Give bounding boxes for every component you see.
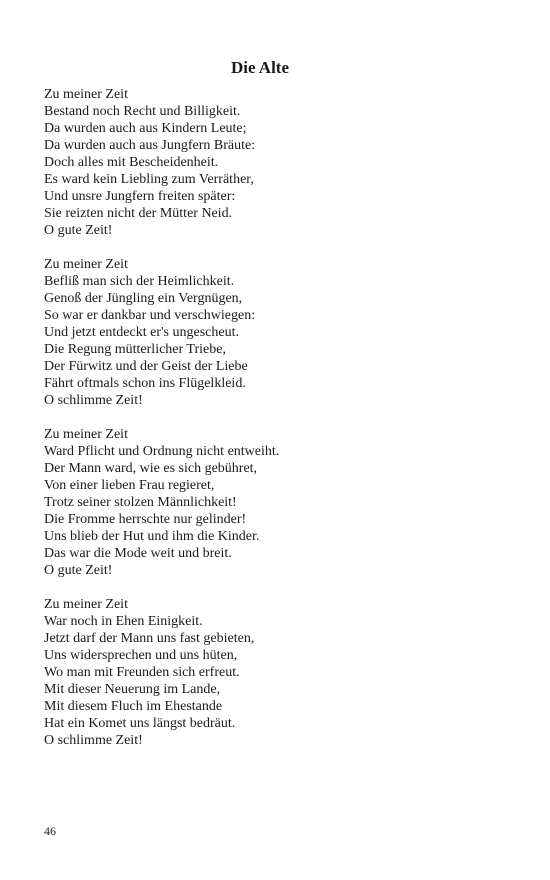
- poem-title: Die Alte: [230, 58, 290, 77]
- poem-line: O gute Zeit!: [44, 223, 113, 238]
- poem-line: Und unsre Jungfern freiten später:: [44, 189, 236, 204]
- poem-line: Da wurden auch aus Kindern Leute;: [44, 121, 247, 136]
- poem-line: Ward Pflicht und Ordnung nicht entweiht.: [44, 444, 280, 459]
- stanza-4: [44, 596, 504, 749]
- poem-line: Wo man mit Freunden sich erfreut.: [44, 665, 240, 680]
- poem-line: Der Mann ward, wie es sich gebühret,: [44, 461, 258, 476]
- poem-line: Genoß der Jüngling ein Vergnügen,: [44, 291, 243, 306]
- page-number: 46: [44, 824, 56, 838]
- poem-line: Die Regung mütterlicher Triebe,: [44, 342, 226, 357]
- poem-line: O gute Zeit!: [44, 563, 113, 578]
- poem-line: Sie reizten nicht der Mütter Neid.: [44, 206, 233, 221]
- poem-line: Uns widersprechen und uns hüten,: [44, 648, 238, 663]
- poem-line: Da wurden auch aus Jungfern Bräute:: [44, 138, 256, 153]
- poem-line: Fährt oftmals schon ins Flügelkleid.: [44, 376, 246, 391]
- poem-body: [44, 86, 504, 766]
- poem-line: Mit diesem Fluch im Ehestande: [44, 699, 223, 714]
- poem-line: Trotz seiner stolzen Männlichkeit!: [44, 495, 237, 510]
- poem-line: Die Fromme herrschte nur gelinder!: [44, 512, 247, 527]
- poem-line: Zu meiner Zeit: [44, 257, 128, 272]
- poem-line: So war er dankbar und verschwiegen:: [44, 308, 256, 323]
- poem-line: Doch alles mit Bescheidenheit.: [44, 155, 219, 170]
- poem-line: Zu meiner Zeit: [44, 597, 128, 612]
- poem-line: Uns blieb der Hut und ihm die Kinder.: [44, 529, 260, 544]
- poem-line: Zu meiner Zeit: [44, 427, 128, 442]
- poem-line: War noch in Ehen Einigkeit.: [44, 614, 203, 629]
- stanza-1: [44, 86, 504, 239]
- poem-line: Hat ein Komet uns längst bedräut.: [44, 716, 236, 731]
- poem-line: O schlimme Zeit!: [44, 393, 143, 408]
- poem-line: Befliß man sich der Heimlichkeit.: [44, 274, 235, 289]
- poem-line: Von einer lieben Frau regieret,: [44, 478, 215, 493]
- stanza-2: [44, 256, 504, 409]
- poem-line: O schlimme Zeit!: [44, 733, 143, 748]
- poem-line: Zu meiner Zeit: [44, 87, 128, 102]
- poem-line: Mit dieser Neuerung im Lande,: [44, 682, 221, 697]
- poem-line: Der Fürwitz und der Geist der Liebe: [44, 359, 248, 374]
- poem-line: Das war die Mode weit und breit.: [44, 546, 232, 561]
- poem-line: Und jetzt entdeckt er's ungescheut.: [44, 325, 239, 340]
- stanza-3: [44, 426, 504, 579]
- poem-line: Bestand noch Recht und Billigkeit.: [44, 104, 241, 119]
- poem-line: Es ward kein Liebling zum Verräther,: [44, 172, 254, 187]
- poem-line: Jetzt darf der Mann uns fast gebieten,: [44, 631, 255, 646]
